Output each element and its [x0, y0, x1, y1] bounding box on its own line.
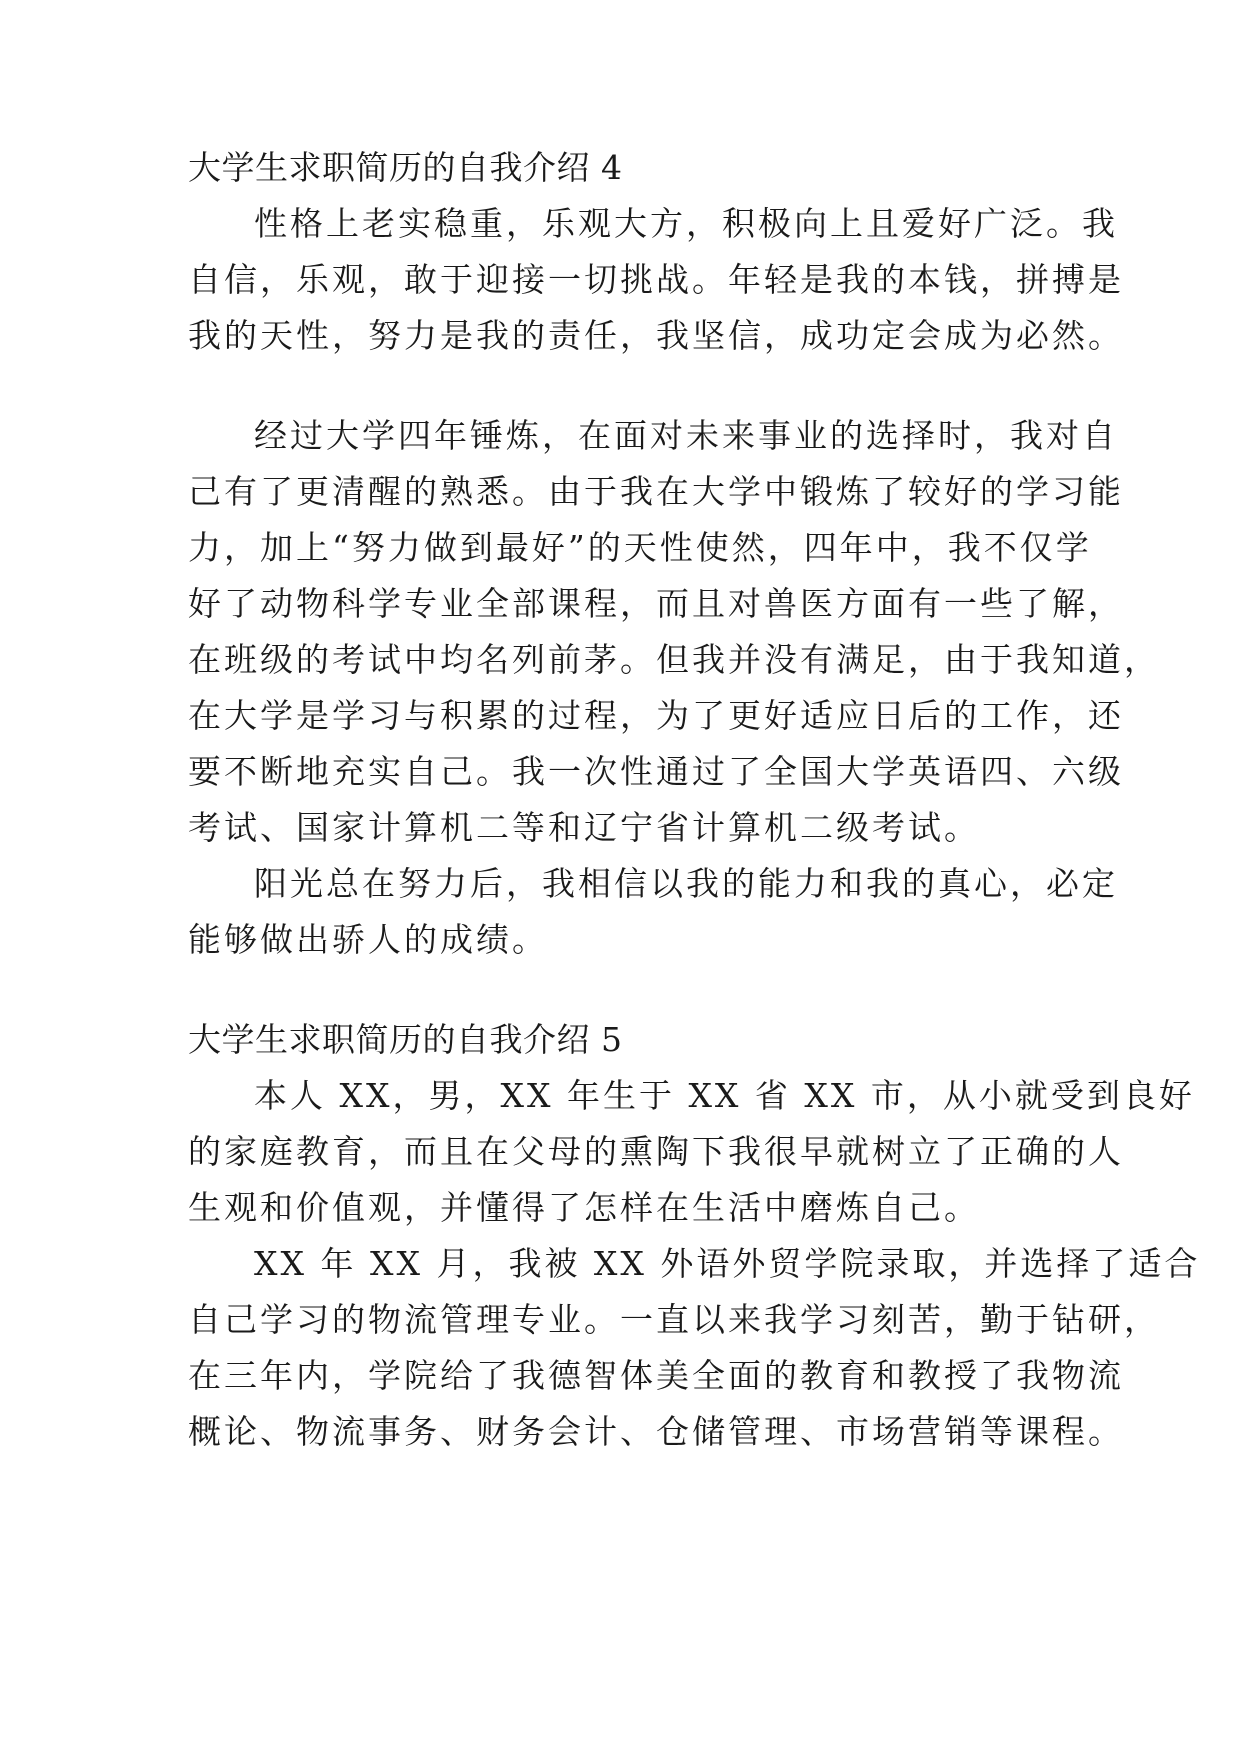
paragraph-line: 考试、国家计算机二等和辽宁省计算机二级考试。 — [188, 808, 980, 847]
paragraph-line: 生观和价值观，并懂得了怎样在生活中磨炼自己。 — [188, 1188, 980, 1227]
paragraph-line: 阳光总在努力后，我相信以我的能力和我的真心，必定 — [254, 864, 1118, 903]
paragraph-line: 要不断地充实自己。我一次性通过了全国大学英语四、六级 — [188, 752, 1124, 791]
paragraph-line: 在班级的考试中均名列前茅。但我并没有满足，由于我知道， — [188, 640, 1160, 679]
paragraph-line: 本人 XX，男，XX 年生于 XX 省 XX 市，从小就受到良好 — [254, 1076, 1195, 1115]
paragraph-line: 经过大学四年锤炼，在面对未来事业的选择时，我对自 — [254, 416, 1118, 455]
paragraph-line: 在大学是学习与积累的过程，为了更好适应日后的工作，还 — [188, 696, 1124, 735]
paragraph-line: XX 年 XX 月，我被 XX 外语外贸学院录取，并选择了适合 — [254, 1244, 1201, 1283]
paragraph-line: 己有了更清醒的熟悉。由于我在大学中锻炼了较好的学习能 — [188, 472, 1124, 511]
paragraph-line: 概论、物流事务、财务会计、仓储管理、市场营销等课程。 — [188, 1412, 1124, 1451]
paragraph-line: 力，加上“努力做到最好”的天性使然，四年中，我不仅学 — [188, 528, 1092, 567]
paragraph-line: 能够做出骄人的成绩。 — [188, 920, 548, 959]
section-5-title: 大学生求职简历的自我介绍 5 — [188, 1020, 623, 1059]
paragraph-line: 好了动物科学专业全部课程，而且对兽医方面有一些了解， — [188, 584, 1124, 623]
paragraph-line: 我的天性，努力是我的责任，我坚信，成功定会成为必然。 — [188, 316, 1124, 355]
paragraph-line: 性格上老实稳重，乐观大方，积极向上且爱好广泛。我 — [254, 204, 1118, 243]
paragraph-line: 在三年内，学院给了我德智体美全面的教育和教授了我物流 — [188, 1356, 1124, 1395]
paragraph-line: 的家庭教育，而且在父母的熏陶下我很早就树立了正确的人 — [188, 1132, 1124, 1171]
paragraph-line: 自己学习的物流管理专业。一直以来我学习刻苦，勤于钻研， — [188, 1300, 1160, 1339]
paragraph-line: 自信，乐观，敢于迎接一切挑战。年轻是我的本钱，拼搏是 — [188, 260, 1124, 299]
section-4-title: 大学生求职简历的自我介绍 4 — [188, 148, 623, 187]
